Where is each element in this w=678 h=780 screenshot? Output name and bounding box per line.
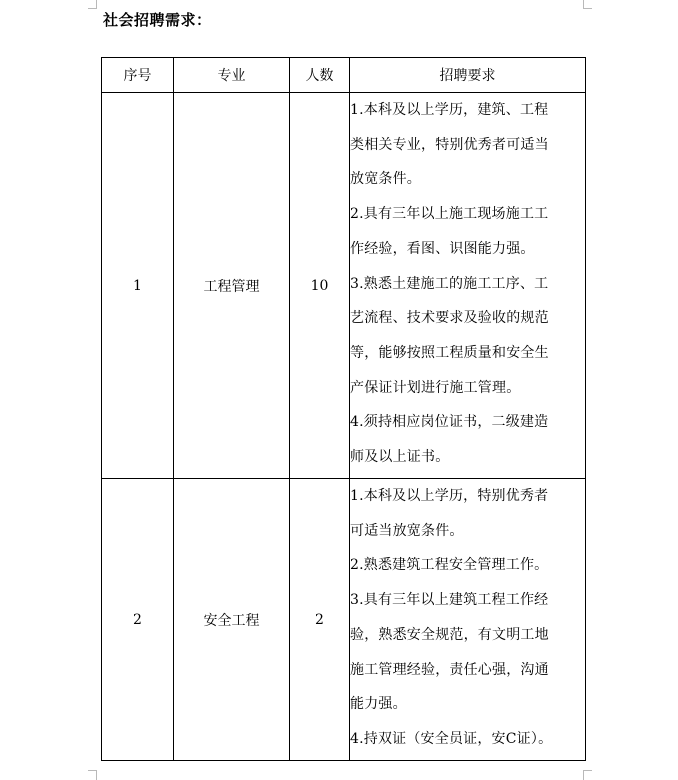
requirement-line: 2.具有三年以上施工现场施工工 (350, 206, 549, 223)
requirement-line: 4.持双证（安全员证，安C证）。 (350, 730, 553, 747)
crop-mark (88, 770, 97, 771)
recruitment-table (101, 57, 586, 761)
section-heading: 社会招聘需求： (103, 11, 212, 29)
crop-mark (583, 770, 584, 780)
cell-requirements (350, 479, 586, 761)
cell-major: 工程管理 (174, 93, 290, 479)
requirement-line: 3.熟悉土建施工的施工工序、工 (350, 275, 549, 292)
cell-no: 2 (102, 479, 174, 761)
header-major: 专业 (174, 58, 290, 93)
crop-mark (583, 0, 584, 8)
requirement-line: 3.具有三年以上建筑工程工作经 (350, 592, 549, 609)
cell-major: 安全工程 (174, 479, 290, 761)
requirement-line: 1.本科及以上学历，建筑、工程 (350, 102, 549, 118)
cell-count: 2 (290, 479, 350, 761)
requirement-line: 2.熟悉建筑工程安全管理工作。 (350, 557, 549, 574)
header-requirements: 招聘要求 (350, 58, 586, 93)
crop-mark (583, 770, 592, 771)
crop-mark (96, 0, 97, 8)
header-no: 序号 (102, 58, 174, 93)
requirement-line: 类相关专业，特别优秀者可适当 (350, 136, 549, 153)
table-row (102, 479, 586, 761)
table-row (102, 93, 586, 479)
requirement-line: 产保证计划进行施工管理。 (350, 379, 521, 396)
header-count: 人数 (290, 58, 350, 93)
requirement-line: 验，熟悉安全规范，有文明工地 (350, 626, 549, 643)
cell-no: 1 (102, 93, 174, 479)
requirement-line: 艺流程、技术要求及验收的规范 (350, 310, 549, 327)
requirement-line: 施工管理经验，责任心强，沟通 (350, 661, 549, 678)
requirement-line: 师及以上证书。 (350, 449, 450, 466)
crop-mark (96, 770, 97, 780)
requirement-line: 可适当放宽条件。 (350, 522, 464, 539)
crop-mark (88, 8, 97, 9)
requirement-line: 1.本科及以上学历，特别优秀者 (350, 488, 549, 504)
cell-requirements (350, 93, 586, 479)
cell-count: 10 (290, 93, 350, 479)
requirement-line: 能力强。 (350, 696, 407, 713)
crop-mark (583, 8, 592, 9)
table-header-row (102, 58, 586, 93)
requirement-line: 放宽条件。 (350, 171, 421, 188)
requirement-line: 等，能够按照工程质量和安全生 (350, 344, 549, 361)
requirement-line: 4.须持相应岗位证书，二级建造 (350, 414, 549, 431)
requirement-line: 作经验，看图、识图能力强。 (350, 240, 535, 257)
